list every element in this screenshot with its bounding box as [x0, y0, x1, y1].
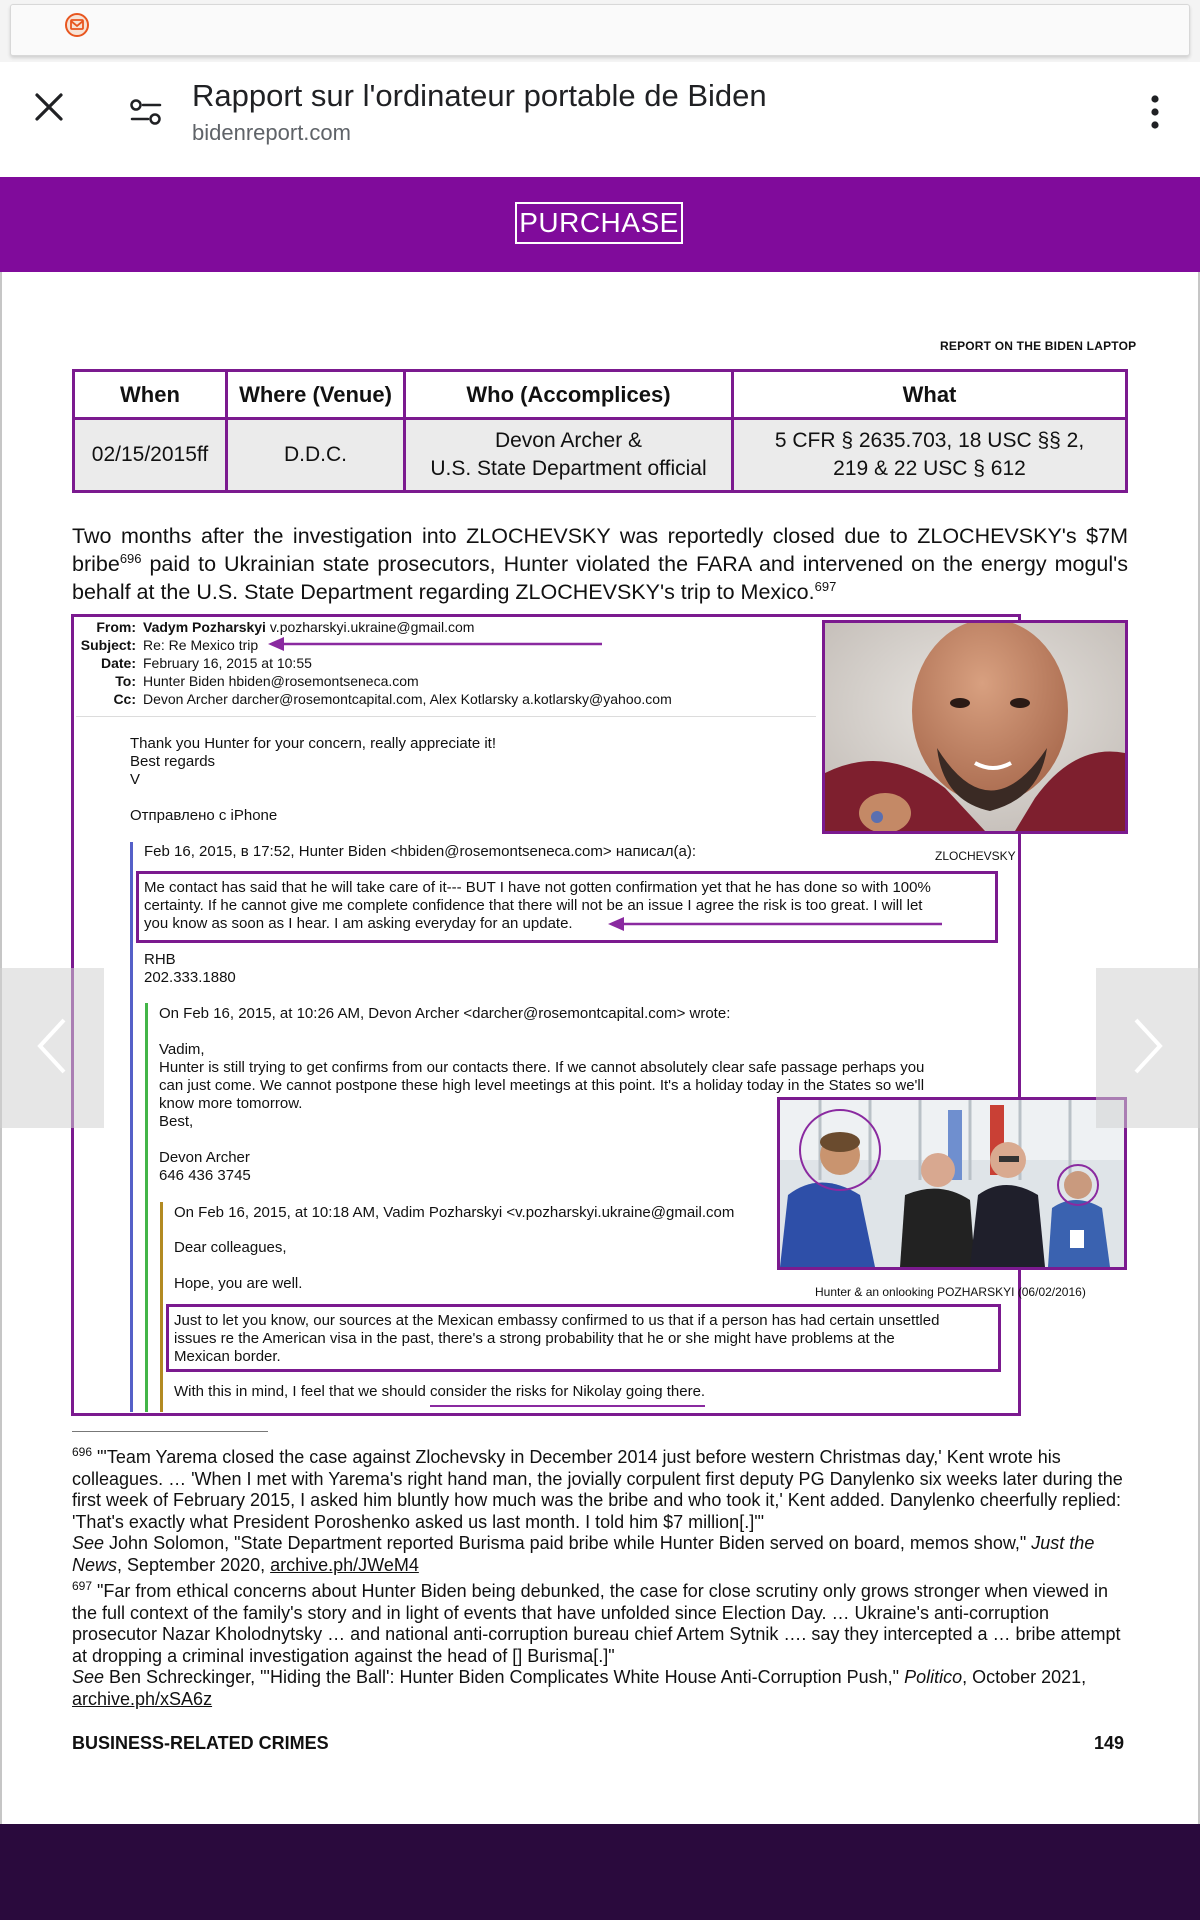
event-photo: [777, 1097, 1127, 1270]
cell-what: [733, 419, 1127, 492]
cell-who: [405, 419, 733, 492]
email-to: Hunter Biden hbiden@rosemontseneca.com: [143, 673, 419, 689]
footnote-697-publication: Politico: [904, 1667, 963, 1687]
footnote-696-citation: John Solomon, "State Department reported Burisma paid bribe while Hunter Biden served on board, memos show,": [104, 1533, 1032, 1553]
quote2-line: know more tomorrow.: [159, 1095, 303, 1112]
quote2-phone: 646 436 3745: [159, 1167, 251, 1184]
quote1-signature: RHB: [144, 951, 176, 968]
quote2-line: Vadim,: [159, 1041, 205, 1058]
intro-text-1: Two months after the investigation into ZLOCHEVSKY was reportedly closed due to ZLOCHEVSKY's $7M bribe: [72, 524, 1128, 576]
footnote-696-date: , September 2020,: [117, 1554, 271, 1575]
quote-bar-level1: [130, 842, 133, 1412]
footer-page-number: 149: [1094, 1733, 1125, 1753]
cell-what-line1: 5 CFR § 2635.703, 18 USC §§ 2,: [774, 429, 1085, 452]
cell-who-line2: U.S. State Department official: [430, 457, 707, 480]
email-header-divider: [76, 716, 816, 717]
quote3-header: On Feb 16, 2015, at 10:18 AM, Vadim Pozharskyi <v.pozharskyi.ukraine@gmail.com: [174, 1204, 735, 1221]
email-message-line: Best regards: [130, 753, 216, 770]
footnote-ref-697[interactable]: 697: [814, 578, 837, 594]
quote-bar-level3: [160, 1202, 163, 1412]
email-message-line: Thank you Hunter for your concern, really appreciate it!: [130, 735, 497, 752]
quote3-underlined-text: consider the risks for Nikolay going there.: [430, 1383, 705, 1407]
cell-who-line1: Devon Archer &: [494, 429, 643, 452]
quote2-header: On Feb 16, 2015, at 10:26 AM, Devon Archer <darcher@rosemontcapital.com> wrote:: [159, 1005, 731, 1022]
footnote-697-see: See: [72, 1667, 105, 1687]
cell-where: D.D.C.: [227, 419, 405, 492]
quote2-line: can just come. We cannot postpone these high level meetings at this point. It's a holiday today in the States so we'll: [159, 1077, 925, 1094]
footnote-divider: [72, 1431, 268, 1432]
quote-bar-level2: [145, 1003, 148, 1412]
cell-when: 02/15/2015ff: [74, 419, 227, 492]
footnote-696-publication: Just the News: [72, 1533, 1095, 1575]
footer-section-name: BUSINESS-RELATED CRIMES: [72, 1733, 329, 1753]
email-to-label: To:: [115, 673, 136, 689]
table-header-row: [74, 371, 1127, 419]
email-subject-label: Subject:: [80, 637, 136, 653]
footnote-697: [72, 1581, 1128, 1710]
page-url[interactable]: bidenreport.com: [192, 120, 351, 145]
mail-circle-icon[interactable]: [64, 12, 90, 38]
purchase-button[interactable]: PURCHASE: [515, 202, 683, 244]
quote3-line: Mexican border.: [174, 1348, 281, 1365]
cell-what-line2: 219 & 22 USC § 612: [833, 457, 1026, 480]
bottom-banner: [0, 1824, 1200, 1920]
email-subject: Re: Re Mexico trip: [143, 637, 259, 653]
quote2-signature: Devon Archer: [159, 1149, 250, 1166]
quote2-line: Hunter is still trying to get confirms from our contacts there. If we cannot absolutely clear safe passage perhaps you: [159, 1059, 925, 1076]
photo1-caption: ZLOCHEVSKY: [935, 849, 1016, 863]
highlight-arrow-icon: [608, 914, 948, 934]
email-message-line: V: [130, 771, 141, 788]
email-from-address: v.pozharskyi.ukraine@gmail.com: [269, 619, 475, 635]
close-icon[interactable]: [24, 82, 74, 132]
email-date-label: Date:: [100, 655, 136, 671]
quote2-line: Best,: [159, 1113, 194, 1130]
footnote-696: [72, 1447, 1128, 1576]
quote1-phone: 202.333.1880: [144, 969, 236, 986]
quote3-line: Dear colleagues,: [174, 1239, 287, 1256]
photo2-caption: Hunter & an onlooking POZHARSKYI (06/02/2016): [815, 1285, 1086, 1299]
subject-arrow-icon: [268, 634, 608, 654]
quote1-line: Me contact has said that he will take care of it--- BUT I have not gotten confirmation yet that he has done so with 100%: [144, 879, 931, 896]
quote1-line: certainty. If he cannot give me complete confidence that there will not be an issue I agree the risk is too great. I will let: [144, 897, 923, 914]
email-cc: Devon Archer darcher@rosemontcapital.com, Alex Kotlarsky a.kotlarsky@yahoo.com: [143, 691, 672, 707]
quote3-line: Hope, you are well.: [174, 1275, 303, 1292]
footnote-697-number: 697: [72, 1579, 93, 1593]
header-who: Who (Accomplices): [405, 371, 733, 419]
chevron-right-icon: [1130, 1016, 1166, 1081]
running-header: REPORT ON THE BIDEN LAPTOP: [940, 339, 1137, 353]
next-page-button[interactable]: [1096, 968, 1200, 1128]
header-when: When: [74, 371, 227, 419]
email-message-line: Отправлено с iPhone: [130, 807, 278, 824]
quote1-line: you know as soon as I hear. I am asking everyday for an update.: [144, 915, 573, 932]
tune-icon[interactable]: [118, 84, 174, 140]
quote1-header: Feb 16, 2015, в 17:52, Hunter Biden <hbiden@rosemontseneca.com> написал(а):: [144, 843, 697, 860]
footnote-696-text: "'Team Yarema closed the case against Zlochevsky in December 2014 just before western Christmas day,' Kent wrote his colleagues. … 'When I met with Yarema's right hand man, the jovially corpulent first deputy PG Danylenko six weeks later during the first week of February 2015, I asked him bluntly how much was the bribe and who took it,' Kent added. Danylenko cheerfully replied: 'That's exactly what President Poroshenko asked us last month. I told him $7 million[.]'": [72, 1447, 1123, 1532]
intro-text-2: paid to Ukrainian state prosecutors, Hunter violated the FARA and intervened on the energy mogul's behalf at the U.S. State Department regarding ZLOCHEVSKY's trip to Mexico.: [72, 552, 1128, 604]
email-from-label: From:: [96, 619, 136, 635]
header-what: What: [733, 371, 1127, 419]
footnote-697-link[interactable]: archive.ph/xSA6z: [72, 1688, 213, 1709]
more-vert-icon[interactable]: [1135, 88, 1175, 136]
quote3-line: issues re the American visa in the past, there's a strong probability that he or she might have problems at the: [174, 1330, 895, 1347]
zlochevsky-photo: [822, 620, 1128, 834]
footnote-ref-696[interactable]: 696: [119, 550, 142, 566]
header-where: Where (Venue): [227, 371, 405, 419]
footnote-697-citation: Ben Schreckinger, "'Hiding the Ball': Hunter Biden Complicates White House Anti-Corruption Push,": [104, 1667, 905, 1687]
footnote-697-date: , October 2021,: [962, 1667, 1087, 1687]
prev-page-button[interactable]: [0, 968, 104, 1128]
table-row: [74, 419, 1127, 492]
footnote-696-link[interactable]: archive.ph/JWeM4: [270, 1554, 419, 1575]
crime-summary-table: [72, 369, 1128, 493]
email-from: [143, 619, 474, 635]
notification-bar: [10, 4, 1190, 56]
quote3-line: [174, 1383, 705, 1401]
email-date: February 16, 2015 at 10:55: [143, 655, 312, 671]
quote3-line-start: With this in mind, I feel that we should: [174, 1383, 430, 1400]
page-title: Rapport sur l'ordinateur portable de Biden: [192, 78, 767, 113]
footnote-697-text: "Far from ethical concerns about Hunter Biden being debunked, the case for close scrutiny only grows stronger when viewed in the full context of the family's story and in light of events that have unfolded since Election Day. … Ukraine's anti-corruption prosecutor Nazar Kholodnytsky … and national anti-corruption bureau chief Artem Sytnik …. say they intercepted a … bribe attempt at dropping a criminal investigation against the head of [] Burisma[.]": [72, 1581, 1121, 1666]
email-cc-label: Cc:: [113, 691, 136, 707]
footnote-696-see: See: [72, 1533, 105, 1553]
email-from-name: Vadym Pozharskyi: [143, 619, 266, 635]
intro-paragraph: [72, 522, 1128, 606]
quote3-line: Just to let you know, our sources at the Mexican embassy confirmed to us that if a person has had certain unsettled: [174, 1312, 940, 1329]
footnote-696-number: 696: [72, 1445, 93, 1459]
chevron-left-icon: [34, 1016, 70, 1081]
